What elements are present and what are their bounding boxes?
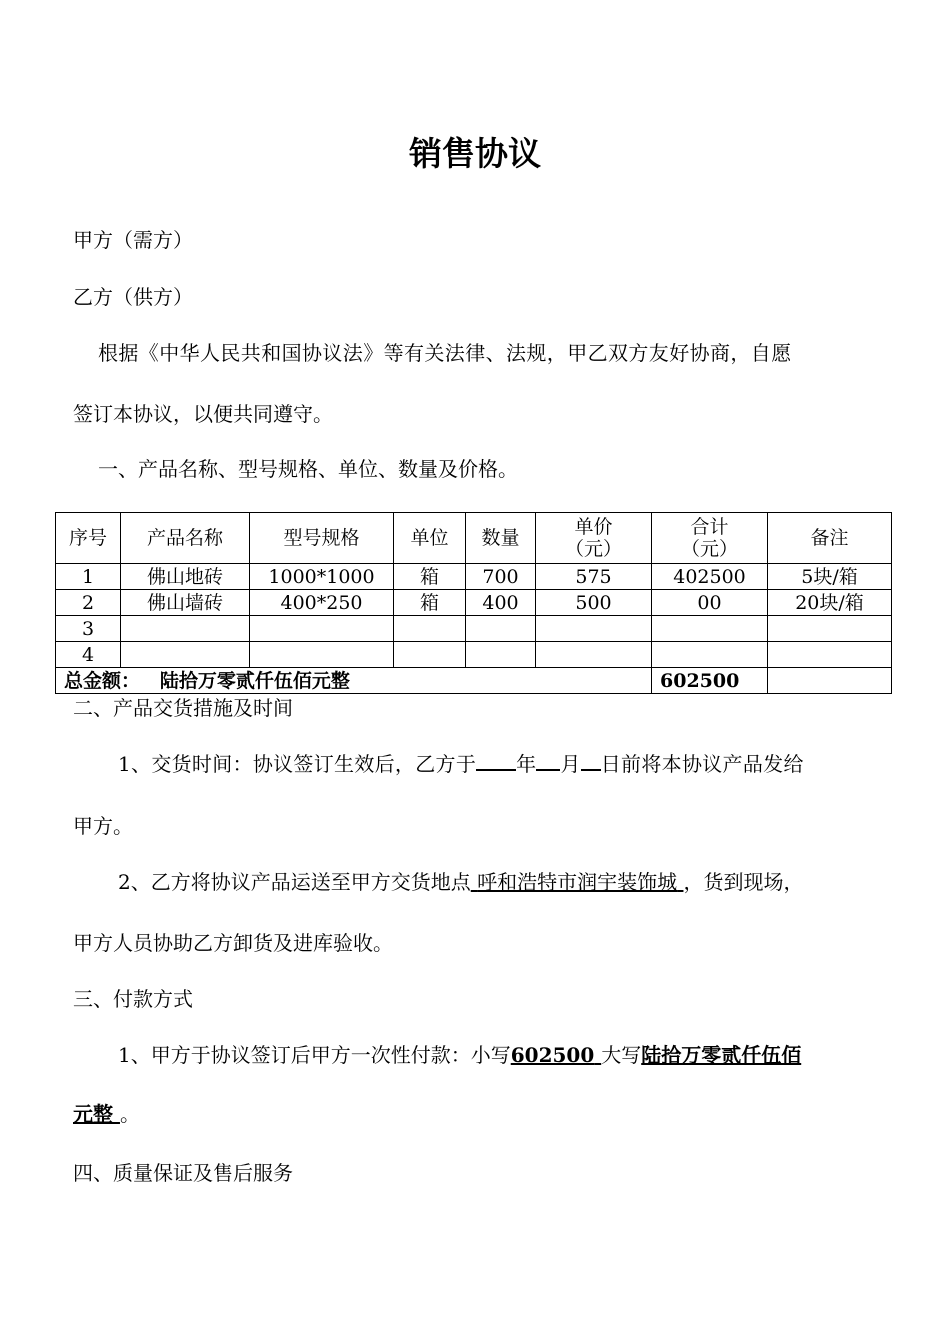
- payment-prefix: 1、甲方于协议签订后甲方一次性付款：小写: [118, 1043, 511, 1067]
- table-row: [56, 616, 892, 642]
- cell-spec: [250, 616, 394, 642]
- table-row: [56, 564, 892, 590]
- delivery-place: [471, 870, 684, 894]
- delivery-place-prefix: 2、乙方将协议产品运送至甲方交货地点: [118, 870, 471, 894]
- cell-price: 575: [536, 564, 652, 590]
- header-spec: 型号规格: [250, 513, 394, 564]
- cell-seq: 4: [56, 642, 121, 668]
- intro-line-1: 根据《中华人民共和国协议法》等有关法律、法规，甲乙双方友好协商，自愿: [98, 341, 792, 365]
- year-label: 年: [516, 752, 537, 776]
- total-amount-value: 602500: [652, 668, 768, 694]
- cell-spec: 1000*1000: [250, 564, 394, 590]
- payment-line-2: [73, 1098, 140, 1127]
- cell-total: 00: [652, 590, 768, 616]
- header-total-line2: （元）: [680, 538, 738, 560]
- cell-unit: [394, 642, 466, 668]
- delivery-time-line-1: [118, 748, 804, 777]
- payment-amount-text: 602500: [510, 1043, 595, 1067]
- cell-spec: 400*250: [250, 590, 394, 616]
- payment-line-1: [118, 1039, 801, 1068]
- cell-seq: 3: [56, 616, 121, 642]
- cell-qty: 700: [466, 564, 536, 590]
- product-table: [55, 512, 892, 694]
- section-4-heading: 四、质量保证及售后服务: [73, 1161, 293, 1185]
- intro-line-2: 签订本协议，以便共同遵守。: [73, 402, 333, 426]
- header-note: 备注: [768, 513, 892, 564]
- cell-seq: 2: [56, 590, 121, 616]
- cell-unit: 箱: [394, 590, 466, 616]
- cell-note: [768, 616, 892, 642]
- delivery-time-suffix: 日前将本协议产品发给: [600, 752, 804, 776]
- payment-end: 。: [119, 1102, 140, 1126]
- cell-total: [652, 616, 768, 642]
- cell-name: 佛山墙砖: [121, 590, 250, 616]
- total-amount-words: 陆拾万零贰仟伍佰元整: [159, 669, 350, 692]
- header-total-line1: 合计: [690, 516, 729, 538]
- header-unit: 单位: [394, 513, 466, 564]
- cell-note: 20块/箱: [768, 590, 892, 616]
- cell-unit: [394, 616, 466, 642]
- header-price-line1: 单价: [574, 516, 613, 538]
- payment-amount: [511, 1043, 601, 1067]
- year-blank: [476, 751, 516, 771]
- delivery-place-suffix: ，货到现场，: [683, 870, 804, 894]
- cell-price: 500: [536, 590, 652, 616]
- month-blank: [536, 751, 560, 771]
- total-label-text: 总金额：: [64, 669, 141, 692]
- header-qty: 数量: [466, 513, 536, 564]
- delivery-place-text: 呼和浩特市润宇装饰城: [477, 870, 678, 894]
- cell-total: [652, 642, 768, 668]
- total-note-cell: [768, 668, 892, 694]
- table-row: [56, 642, 892, 668]
- section-1-heading: 一、产品名称、型号规格、单位、数量及价格。: [98, 457, 518, 481]
- header-seq: 序号: [56, 513, 121, 564]
- payment-mid: 大写: [601, 1043, 642, 1067]
- total-amount-label: [56, 668, 652, 694]
- delivery-time-line-2: 甲方。: [73, 814, 133, 838]
- party-b-label: 乙方（供方）: [73, 285, 193, 309]
- header-name: 产品名称: [121, 513, 250, 564]
- payment-words-2-text: 元整: [73, 1102, 113, 1126]
- header-price: [536, 513, 652, 564]
- month-label: 月: [560, 752, 581, 776]
- cell-qty: [466, 616, 536, 642]
- cell-note: [768, 642, 892, 668]
- cell-total: 402500: [652, 564, 768, 590]
- party-a-label: 甲方（需方）: [73, 228, 193, 252]
- cell-name: [121, 616, 250, 642]
- cell-name: [121, 642, 250, 668]
- payment-words-2: [73, 1102, 120, 1126]
- section-2-heading: 二、产品交货措施及时间: [73, 696, 293, 720]
- document-title: 销售协议: [409, 134, 541, 173]
- table-header-row: [56, 513, 892, 564]
- section-3-heading: 三、付款方式: [73, 987, 193, 1011]
- cell-price: [536, 616, 652, 642]
- day-blank: [581, 751, 601, 771]
- cell-qty: 400: [466, 590, 536, 616]
- cell-price: [536, 642, 652, 668]
- table-row: [56, 590, 892, 616]
- cell-note: 5块/箱: [768, 564, 892, 590]
- cell-spec: [250, 642, 394, 668]
- cell-unit: 箱: [394, 564, 466, 590]
- header-price-line2: （元）: [564, 538, 622, 560]
- cell-qty: [466, 642, 536, 668]
- delivery-time-prefix: 1、交货时间：协议签订生效后，乙方于: [118, 752, 477, 776]
- table-total-row: [56, 668, 892, 694]
- header-total: [652, 513, 768, 564]
- delivery-place-line-2: 甲方人员协助乙方卸货及进库验收。: [73, 931, 393, 955]
- payment-words-1: 陆拾万零贰仟伍佰: [641, 1043, 802, 1067]
- cell-seq: 1: [56, 564, 121, 590]
- cell-name: 佛山地砖: [121, 564, 250, 590]
- delivery-place-line-1: [118, 866, 803, 895]
